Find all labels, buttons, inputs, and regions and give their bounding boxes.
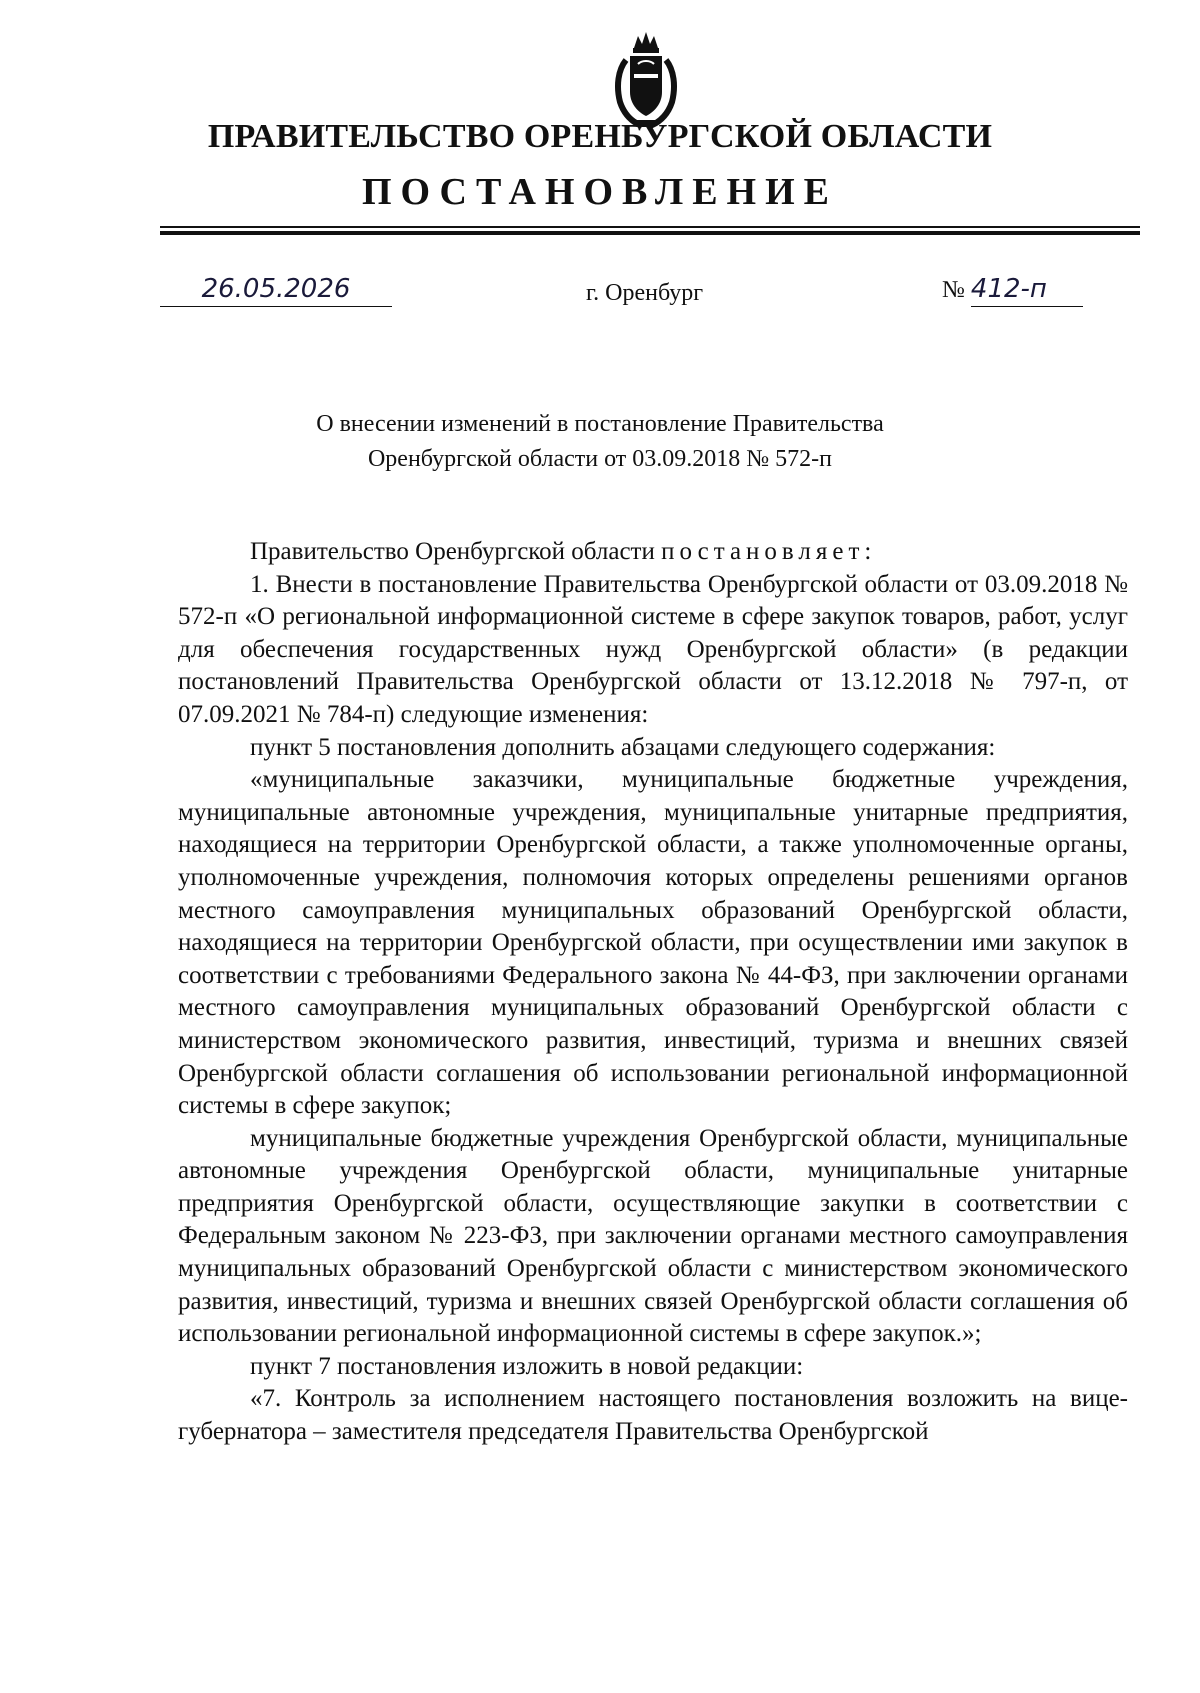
document-subject bbox=[0, 407, 1200, 477]
header-rule-thick bbox=[160, 231, 1140, 235]
paragraph-1: 1. Внести в постановление Правительства Оренбургской области от 03.09.2018 № 572-п «О региональной информационной системе в сфере закупок товаров, работ, услуг для обеспечения государственных нужд Оренбургской области» (в редакции постановлений Правительства Оренбургской области от 13.12.2018 № 797-п, от 07.09.2021 № 784-п) следующие изменения: bbox=[178, 570, 1128, 728]
document-date: 26.05.2026 bbox=[160, 274, 392, 307]
subject-line-1: О внесении изменений в постановление Правительства bbox=[316, 411, 884, 437]
coat-of-arms-emblem bbox=[612, 30, 680, 130]
document-kind-title: ПОСТАНОВЛЕНИЕ bbox=[361, 171, 839, 213]
number-value: 412-п bbox=[971, 274, 1083, 307]
subject-line-2: Оренбургской области от 03.09.2018 № 572-п bbox=[367, 446, 833, 472]
government-title: ПРАВИТЕЛЬСТВО ОРЕНБУРГСКОЙ ОБЛАСТИ bbox=[207, 118, 993, 155]
paragraph-6: «7. Контроль за исполнением настоящего постановления возложить на вице-губернатора – заместителя председателя Правительства Оренбургской bbox=[178, 1385, 1128, 1446]
intro-paragraph bbox=[178, 536, 1128, 569]
intro-verb: постановляет: bbox=[661, 538, 877, 565]
paragraph-2: пункт 5 постановления дополнить абзацами следующего содержания: bbox=[250, 733, 996, 761]
paragraph-4: муниципальные бюджетные учреждения Оренбургской области, муниципальные автономные учреждения Оренбургской области, муниципальные унитарные предприятия Оренбургской области, осуществляющие закупки в соответствии с Федеральным законом № 223-ФЗ, при заключении органами местного самоуправления муниципальных образований Оренбургской области с министерством экономического развития, инвестиций, туризма и внешних связей Оренбургской области соглашения об использовании региональной информационной системы в сфере закупок.»; bbox=[178, 1124, 1128, 1348]
number-prefix: № bbox=[942, 277, 965, 303]
document-number bbox=[942, 274, 1083, 307]
document-body bbox=[178, 536, 1128, 1449]
paragraph-5: пункт 7 постановления изложить в новой редакции: bbox=[250, 1352, 804, 1380]
header-rule-thin bbox=[160, 226, 1140, 228]
intro-lead: Правительство Оренбургской области bbox=[250, 538, 655, 565]
paragraph-3: «муниципальные заказчики, муниципальные бюджетные учреждения, муниципальные автономные учреждения, муниципальные унитарные предприятия, находящиеся на территории Оренбургской области, а также уполномоченные органы, уполномоченные учреждения, полномочия которых определены решениями органов местного самоуправления муниципальных образований Оренбургской области, находящиеся на территории Оренбургской области, при осуществлении ими закупок в соответствии с требованиями Федерального закона № 44-ФЗ, при заключении органами местного самоуправления муниципальных образований Оренбургской области с министерством экономического развития, инвестиций, туризма и внешних связей Оренбургской области соглашения об использовании региональной информационной системы в сфере закупок; bbox=[178, 766, 1128, 1120]
document-city: г. Оренбург bbox=[586, 280, 704, 306]
